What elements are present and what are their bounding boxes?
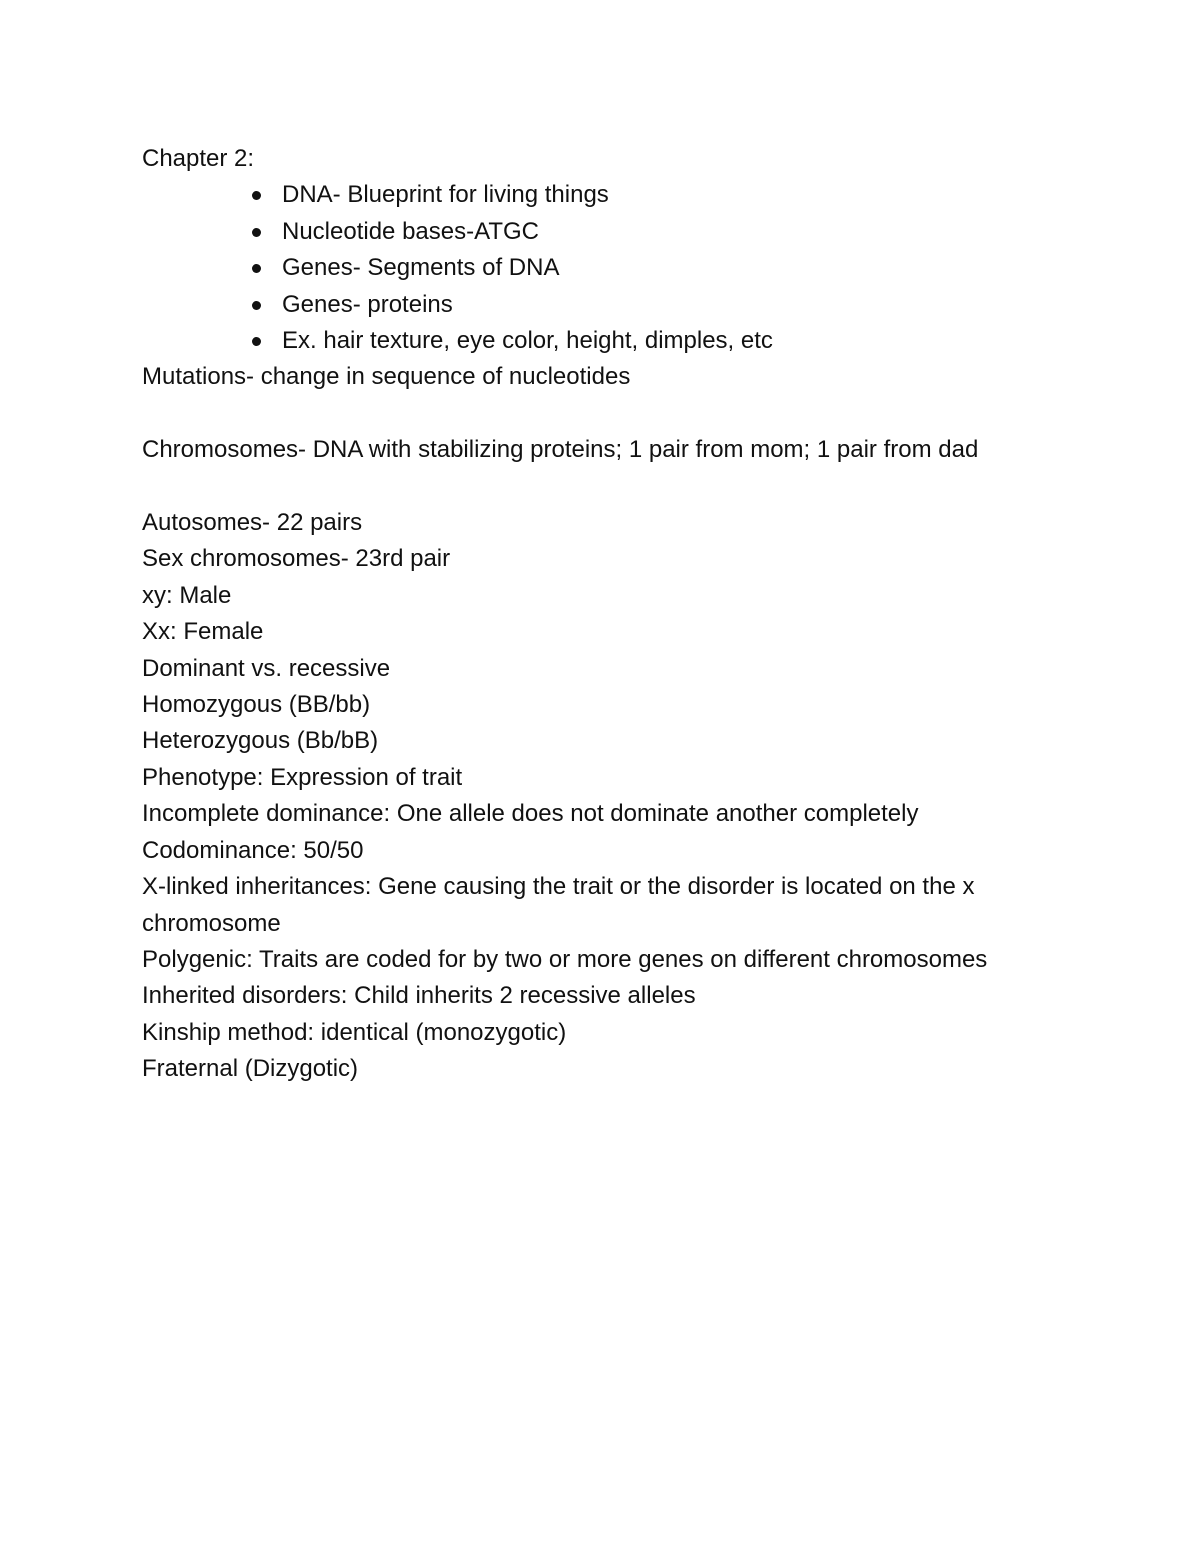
list-item-text: Ex. hair texture, eye color, height, dimples, etc [282, 327, 773, 355]
list-item [282, 250, 1062, 286]
text-line: Codominance: 50/50 [142, 836, 364, 864]
bullet-icon [252, 228, 261, 237]
text-line: Sex chromosomes- 23rd pair [142, 545, 451, 573]
list-item-text: Nucleotide bases-ATGC [282, 217, 539, 245]
text-line: Fraternal (Dizygotic) [142, 1055, 359, 1083]
text-line: Dominant vs. recessive [142, 654, 391, 682]
text-line: Polygenic: Traits are coded for by two or more genes on different chromosomes [142, 945, 988, 973]
list-item-text: Genes- proteins [282, 290, 453, 318]
bullet-icon [252, 337, 261, 346]
list-item [282, 287, 1062, 323]
blank-line [142, 469, 1062, 505]
list-item-text: Genes- Segments of DNA [282, 254, 560, 282]
text-line: Xx: Female [142, 618, 264, 646]
blank-line [142, 396, 1062, 432]
text-line: Phenotype: Expression of trait [142, 763, 463, 791]
bullet-icon [252, 264, 261, 273]
text-line: Homozygous (BB/bb) [142, 691, 371, 719]
bullet-list [142, 177, 1062, 359]
text-line: Heterozygous (Bb/bB) [142, 727, 379, 755]
bullet-icon [252, 191, 261, 200]
mutations-line: Mutations- change in sequence of nucleotides [142, 363, 631, 391]
text-line: Inherited disorders: Child inherits 2 recessive alleles [142, 982, 696, 1010]
chromosomes-line: Chromosomes- DNA with stabilizing proteins; 1 pair from mom; 1 pair from dad [142, 436, 979, 464]
chapter-heading: Chapter 2: [142, 145, 255, 172]
list-item [282, 214, 1062, 250]
list-item [282, 177, 1062, 213]
list-item-text: DNA- Blueprint for living things [282, 181, 609, 209]
list-item [282, 323, 1062, 359]
document-page [142, 141, 1062, 1088]
text-line: Kinship method: identical (monozygotic) [142, 1018, 567, 1046]
text-line: xy: Male [142, 581, 232, 609]
bullet-icon [252, 301, 261, 310]
text-line: X-linked inheritances: Gene causing the trait or the disorder is located on the x chromosome [142, 873, 975, 937]
text-line: Incomplete dominance: One allele does not dominate another completely [142, 800, 919, 828]
text-line: Autosomes- 22 pairs [142, 509, 363, 537]
